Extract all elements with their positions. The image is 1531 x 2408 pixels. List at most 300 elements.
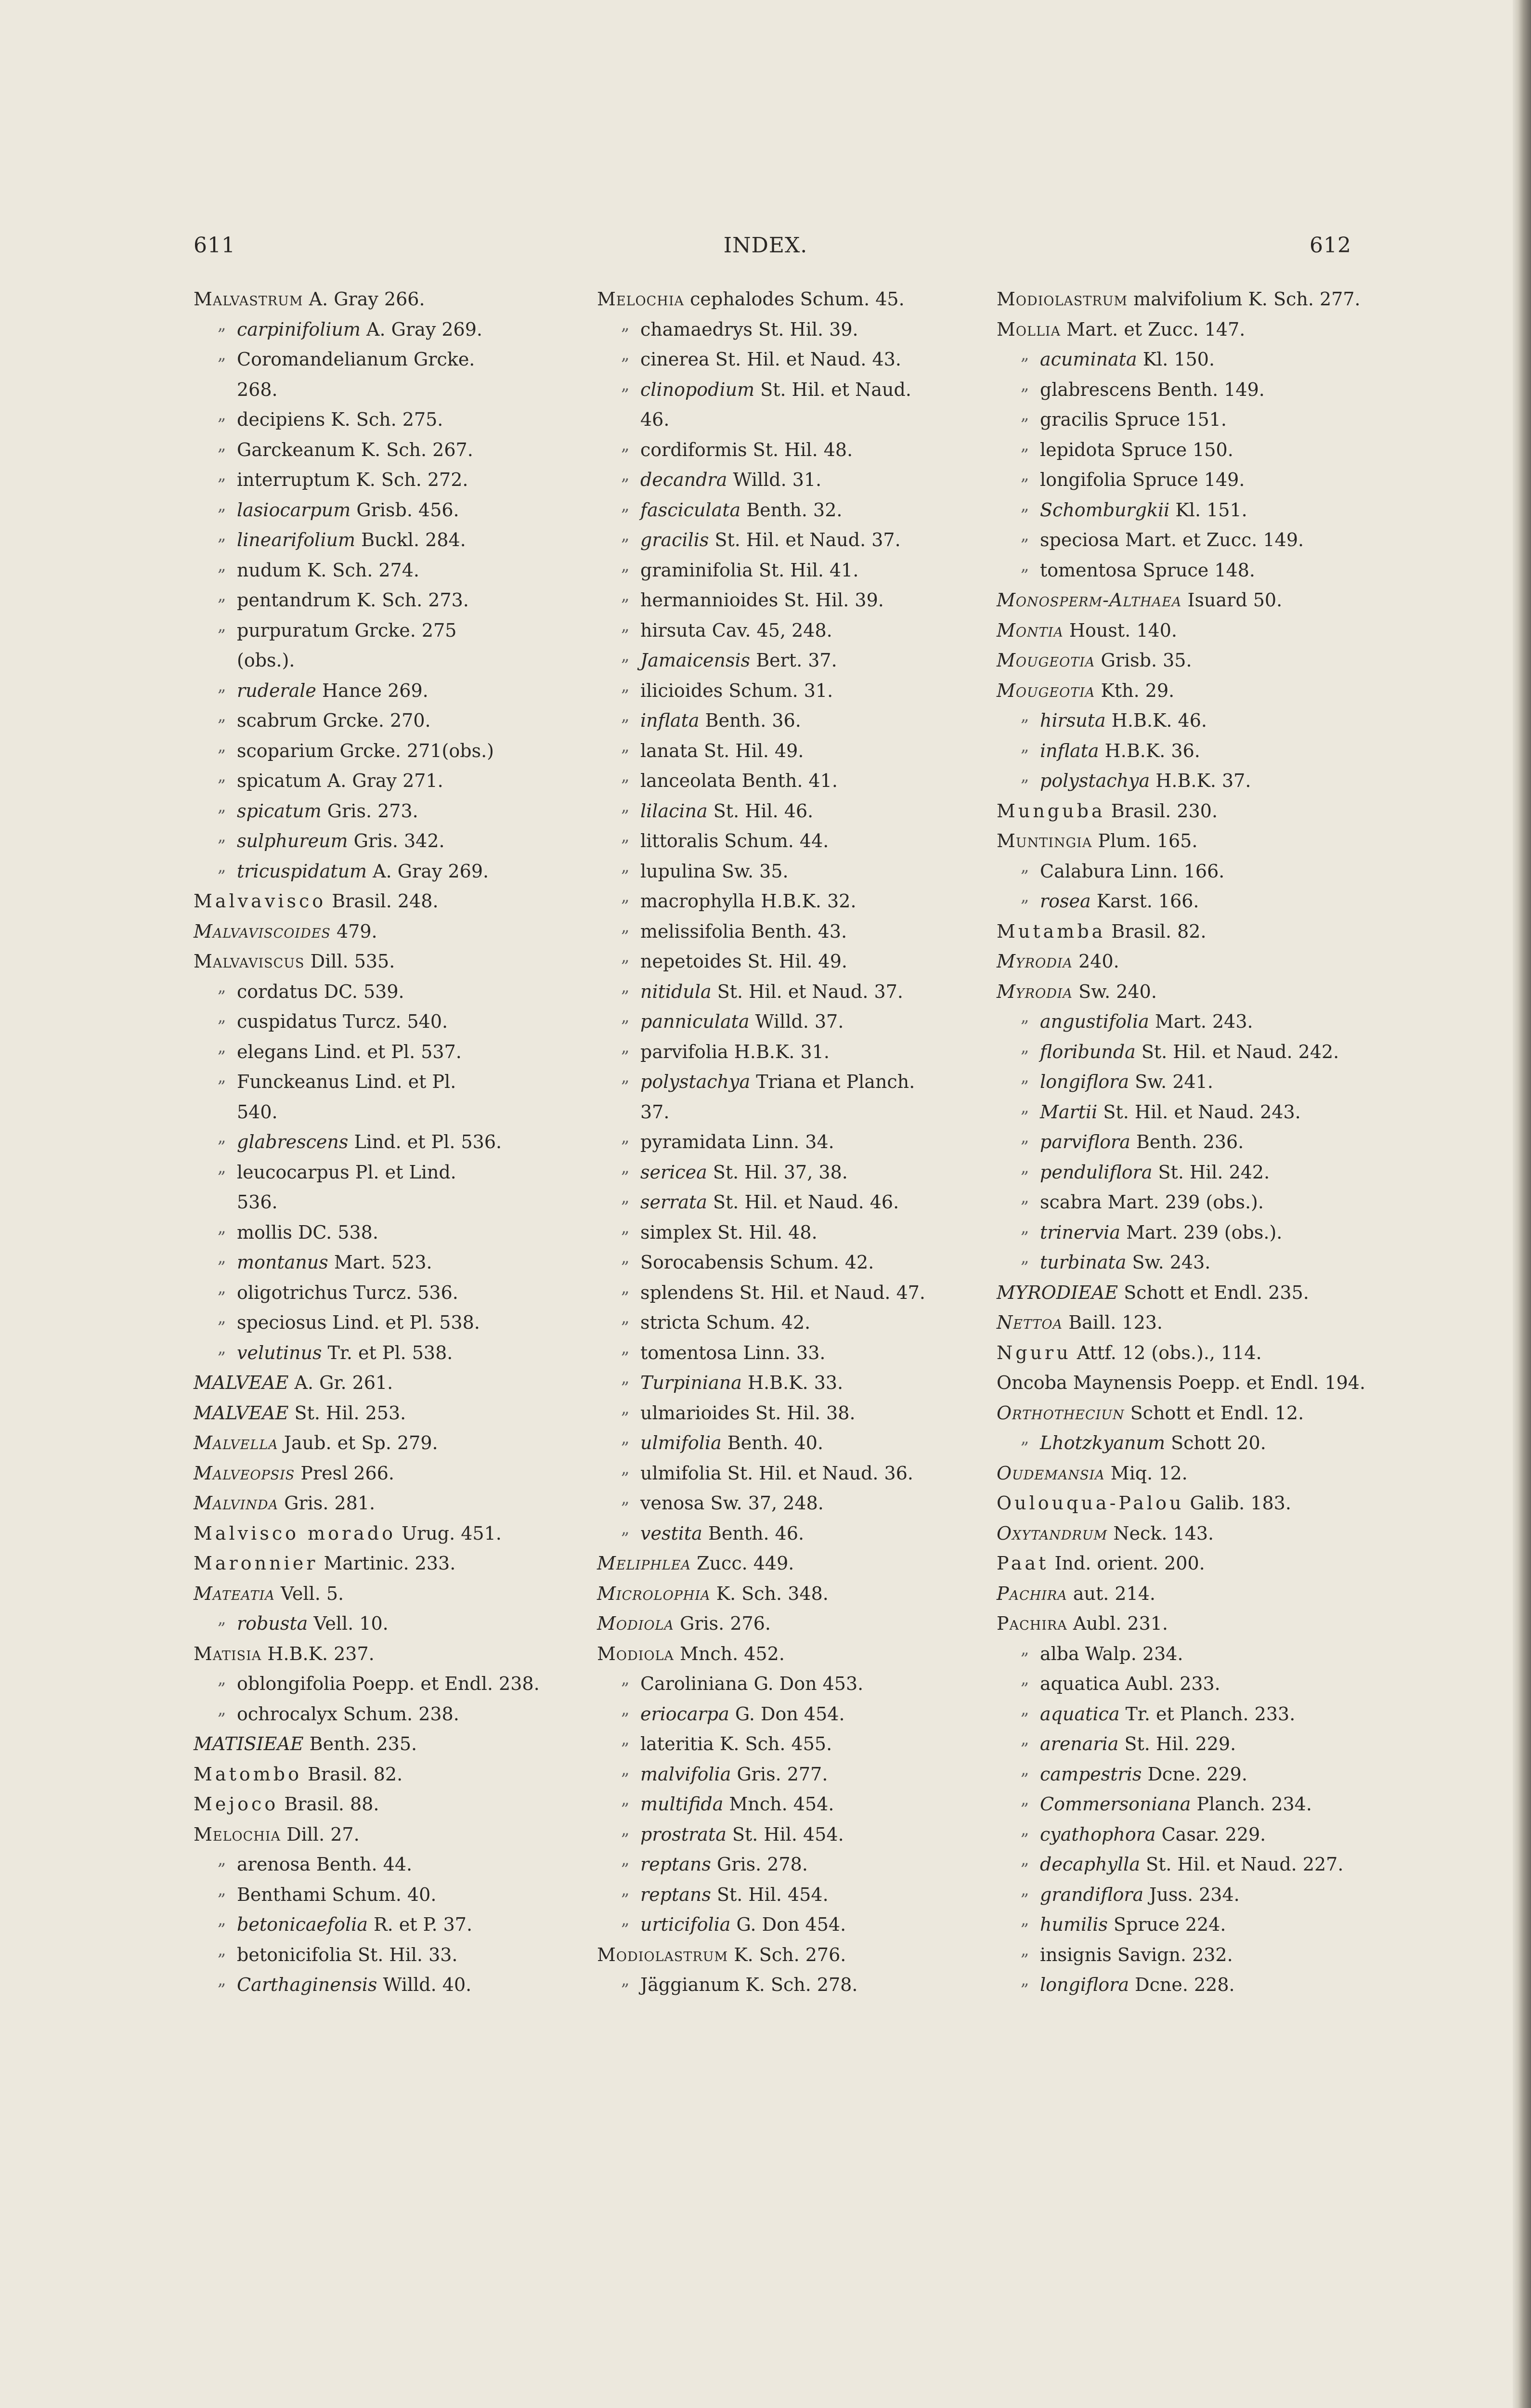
index-subentry bbox=[194, 1338, 569, 1368]
index-entry bbox=[194, 1488, 569, 1518]
index-entry bbox=[194, 1548, 569, 1579]
index-entry bbox=[194, 916, 569, 947]
entry-head: parviflora bbox=[1040, 1131, 1130, 1152]
entry-head: betonicaefolia bbox=[237, 1914, 368, 1935]
entry-text: macrophylla H.B.K. 32. bbox=[640, 890, 856, 912]
entry-text: speciosus Lind. et Pl. 538. bbox=[237, 1312, 480, 1333]
entry-text: St. Hil. 454. bbox=[726, 1823, 844, 1845]
index-entry bbox=[597, 1609, 973, 1639]
entry-text: Houst. 140. bbox=[1063, 619, 1177, 641]
entry-text: Mart. 523. bbox=[328, 1252, 432, 1273]
entry-head: Modiola bbox=[597, 1643, 674, 1664]
entry-text: graminifolia St. Hil. 41. bbox=[640, 559, 859, 581]
entry-text: Brasil. 82. bbox=[301, 1763, 403, 1785]
entry-head: prostrata bbox=[640, 1823, 727, 1845]
entry-head: tricuspidatum bbox=[237, 860, 367, 882]
entry-continuation: (obs.). bbox=[237, 650, 295, 671]
entry-head: spicatum bbox=[237, 800, 322, 822]
entry-head: turbinata bbox=[1040, 1252, 1127, 1273]
index-subentry bbox=[997, 1157, 1372, 1188]
entry-text: H.B.K. 237. bbox=[261, 1643, 375, 1664]
entry-text: Jäggianum K. Sch. 278. bbox=[640, 1974, 858, 1995]
index-subentry bbox=[194, 826, 569, 856]
index-subentry bbox=[194, 435, 569, 465]
entry-text: scabra Mart. 239 (obs.). bbox=[1040, 1191, 1264, 1213]
index-subentry bbox=[597, 1368, 973, 1398]
entry-text: Triana et Planch. bbox=[750, 1071, 915, 1092]
entry-text: St. Hil. et Naud. 243. bbox=[1097, 1101, 1301, 1123]
entry-head: polystachya bbox=[640, 1071, 751, 1092]
index-subentry bbox=[194, 1157, 569, 1188]
index-subentry bbox=[597, 1278, 973, 1308]
index-subentry bbox=[597, 495, 973, 525]
entry-head: cyathophora bbox=[1040, 1823, 1156, 1845]
entry-head: Myrodia bbox=[997, 951, 1073, 972]
index-subentry bbox=[597, 1217, 973, 1248]
entry-text: K. Sch. 348. bbox=[710, 1583, 829, 1604]
index-subentry bbox=[997, 344, 1372, 375]
entry-text: Sw. 243. bbox=[1126, 1252, 1211, 1273]
entry-text: St. Hil. 242. bbox=[1152, 1161, 1270, 1183]
index-subentry bbox=[597, 1970, 973, 2000]
entry-text: Kl. 150. bbox=[1137, 349, 1215, 370]
index-subentry bbox=[997, 1970, 1372, 2000]
entry-head: Nguru bbox=[997, 1342, 1071, 1363]
entry-text: Urug. 451. bbox=[396, 1522, 502, 1544]
index-subentry bbox=[194, 1910, 569, 1940]
entry-text: Sorocabensis Schum. 42. bbox=[640, 1252, 874, 1273]
entry-continuation: 536. bbox=[237, 1191, 278, 1213]
entry-text: Dill. 27. bbox=[281, 1823, 360, 1845]
index-subentry bbox=[997, 766, 1372, 796]
entry-text: A. Gray 266. bbox=[303, 288, 425, 310]
index-subentry bbox=[597, 1880, 973, 1910]
index-column-3 bbox=[997, 284, 1372, 2000]
entry-text: parvifolia H.B.K. 31. bbox=[640, 1041, 830, 1062]
entry-head: linearifolium bbox=[237, 529, 355, 550]
index-subentry bbox=[597, 344, 973, 375]
entry-head: Modiolastrum bbox=[597, 1944, 728, 1965]
index-subentry bbox=[597, 645, 973, 676]
index-subentry bbox=[194, 585, 569, 615]
entry-text: Sw. 240. bbox=[1073, 981, 1157, 1002]
index-subentry bbox=[597, 916, 973, 947]
entry-head: trinervia bbox=[1040, 1221, 1120, 1243]
entry-text: Vell. 5. bbox=[274, 1583, 344, 1604]
entry-text: Schott et Endl. 235. bbox=[1118, 1282, 1309, 1303]
entry-head: lilacina bbox=[640, 800, 708, 822]
entry-text: aquatica Aubl. 233. bbox=[1040, 1673, 1220, 1694]
index-subentry bbox=[597, 1187, 973, 1217]
entry-text: simplex St. Hil. 48. bbox=[640, 1221, 817, 1243]
entry-head: Malvavisco bbox=[194, 890, 326, 912]
entry-text: Willd. 40. bbox=[377, 1974, 472, 1995]
entry-text: Gris. 342. bbox=[348, 830, 445, 851]
index-subentry bbox=[997, 435, 1372, 465]
entry-text: cordatus DC. 539. bbox=[237, 981, 404, 1002]
entry-text: St. Hil. 454. bbox=[711, 1884, 829, 1905]
entry-text: A. Gr. 261. bbox=[288, 1372, 393, 1393]
entry-head: ulmifolia bbox=[640, 1432, 722, 1453]
entry-text: Mart. 239 (obs.). bbox=[1120, 1221, 1283, 1243]
entry-text: insignis Savign. 232. bbox=[1040, 1944, 1233, 1965]
entry-head: Modiolastrum bbox=[997, 288, 1128, 310]
index-entry bbox=[997, 1518, 1372, 1549]
entry-text: Benth. 40. bbox=[721, 1432, 824, 1453]
entry-text: glabrescens Benth. 149. bbox=[1040, 379, 1265, 400]
index-subentry bbox=[194, 706, 569, 736]
entry-head: polystachya bbox=[1040, 770, 1150, 791]
entry-head: vestita bbox=[640, 1522, 702, 1544]
entry-head: velutinus bbox=[237, 1342, 322, 1363]
entry-head: Melochia bbox=[194, 1823, 281, 1845]
entry-text: littoralis Schum. 44. bbox=[640, 830, 829, 851]
entry-text: nudum K. Sch. 274. bbox=[237, 559, 419, 581]
entry-text: Karst. 166. bbox=[1090, 890, 1199, 912]
index-subentry bbox=[997, 1067, 1372, 1097]
left-page-number: 611 bbox=[194, 233, 235, 258]
entry-head: clinopodium bbox=[640, 379, 755, 400]
index-entry bbox=[597, 1639, 973, 1669]
entry-head: Mollia bbox=[997, 318, 1061, 340]
index-entry bbox=[997, 645, 1372, 676]
entry-text: A. Gray 269. bbox=[360, 318, 482, 340]
index-subentry bbox=[997, 1940, 1372, 1970]
entry-head: serrata bbox=[640, 1191, 707, 1213]
entry-text: Mart. et Zucc. 147. bbox=[1061, 318, 1246, 340]
entry-text: Brasil. 88. bbox=[278, 1793, 379, 1815]
index-subentry bbox=[597, 766, 973, 796]
index-subentry bbox=[194, 1217, 569, 1248]
entry-text: St. Hil. et Naud. 46. bbox=[707, 1191, 899, 1213]
entry-head: Microlophia bbox=[597, 1583, 711, 1604]
entry-head: Oxytandrum bbox=[997, 1522, 1108, 1544]
entry-text: splendens St. Hil. et Naud. 47. bbox=[640, 1282, 926, 1303]
entry-head: montanus bbox=[237, 1252, 328, 1273]
index-subentry bbox=[997, 1639, 1372, 1669]
entry-text: Oncoba Maynensis Poepp. et Endl. 194. bbox=[997, 1372, 1366, 1393]
index-entry bbox=[997, 1548, 1372, 1579]
index-subentry bbox=[597, 555, 973, 586]
index-entry bbox=[194, 1518, 569, 1549]
index-subentry bbox=[597, 1759, 973, 1790]
entry-text: Vell. 10. bbox=[308, 1613, 389, 1634]
entry-head: longiflora bbox=[1040, 1974, 1129, 1995]
index-subentry bbox=[997, 1819, 1372, 1850]
index-entry bbox=[194, 1398, 569, 1428]
entry-text: Sw. 241. bbox=[1129, 1071, 1213, 1092]
entry-text: Bert. 37. bbox=[750, 650, 837, 671]
index-subentry bbox=[597, 1338, 973, 1368]
index-entry bbox=[194, 1579, 569, 1609]
index-entry bbox=[194, 1789, 569, 1819]
entry-head: Schomburgkii bbox=[1040, 499, 1170, 521]
index-entry bbox=[997, 1308, 1372, 1338]
entry-text: Planch. 234. bbox=[1191, 1793, 1312, 1815]
entry-head: Mougeotia bbox=[997, 650, 1095, 671]
entry-text: lateritia K. Sch. 455. bbox=[640, 1733, 832, 1754]
index-subentry bbox=[597, 736, 973, 766]
entry-continuation: 46. bbox=[640, 409, 670, 430]
index-entry bbox=[194, 1639, 569, 1669]
entry-text: R. et P. 37. bbox=[367, 1914, 473, 1935]
index-subentry bbox=[597, 886, 973, 916]
entry-text: speciosa Mart. et Zucc. 149. bbox=[1040, 529, 1304, 550]
entry-text: cinerea St. Hil. et Naud. 43. bbox=[640, 349, 901, 370]
entry-head: Meliphlea bbox=[597, 1553, 691, 1574]
index-subentry bbox=[597, 1037, 973, 1067]
entry-text: lupulina Sw. 35. bbox=[640, 860, 789, 882]
entry-head: sericea bbox=[640, 1161, 707, 1183]
index-subentry bbox=[194, 1127, 569, 1157]
index-subentry bbox=[997, 856, 1372, 887]
index-entry bbox=[194, 1819, 569, 1850]
entry-text: Baill. 123. bbox=[1063, 1312, 1163, 1333]
index-subentry bbox=[597, 615, 973, 646]
index-subentry bbox=[597, 946, 973, 977]
index-subentry bbox=[194, 676, 569, 706]
entry-text: Dcne. 229. bbox=[1142, 1763, 1247, 1785]
index-subentry bbox=[597, 1247, 973, 1278]
index-subentry bbox=[597, 1007, 973, 1037]
entry-text: lanata St. Hil. 49. bbox=[640, 740, 804, 761]
index-entry bbox=[997, 1368, 1372, 1398]
entry-text: hermannioides St. Hil. 39. bbox=[640, 589, 884, 611]
entry-head: Lhotzkyanum bbox=[1040, 1432, 1166, 1453]
index-subentry bbox=[997, 1428, 1372, 1458]
index-entry bbox=[997, 615, 1372, 646]
entry-text: Ind. orient. 200. bbox=[1049, 1553, 1205, 1574]
entry-text: Benth. 36. bbox=[699, 710, 801, 731]
index-subentry bbox=[597, 796, 973, 826]
entry-text: cuspidatus Turcz. 540. bbox=[237, 1011, 448, 1032]
index-subentry bbox=[597, 856, 973, 887]
index-subentry bbox=[997, 1729, 1372, 1759]
entry-text: interruptum K. Sch. 272. bbox=[237, 469, 468, 490]
entry-head: Nettoa bbox=[997, 1312, 1063, 1333]
entry-text: ilicioides Schum. 31. bbox=[640, 680, 833, 701]
index-subentry bbox=[997, 465, 1372, 495]
entry-text: scabrum Grcke. 270. bbox=[237, 710, 431, 731]
index-subentry bbox=[997, 555, 1372, 586]
entry-text: venosa Sw. 37, 248. bbox=[640, 1492, 824, 1514]
index-subentry bbox=[997, 1910, 1372, 1940]
entry-text: ulmifolia St. Hil. et Naud. 36. bbox=[640, 1462, 913, 1484]
index-entry bbox=[194, 1759, 569, 1790]
index-entry bbox=[997, 284, 1372, 314]
entry-head: MYRODIEAE bbox=[997, 1282, 1118, 1303]
index-subentry bbox=[997, 1007, 1372, 1037]
index-entry bbox=[194, 1428, 569, 1458]
entry-text: Spruce 224. bbox=[1107, 1914, 1226, 1935]
entry-text: Gris. 278. bbox=[711, 1854, 808, 1875]
entry-text: Gris. 281. bbox=[278, 1492, 376, 1514]
entry-head: Malvisco morado bbox=[194, 1522, 396, 1544]
entry-head: MALVEAE bbox=[194, 1402, 289, 1424]
entry-head: Monosperm-Althaea bbox=[997, 589, 1182, 611]
entry-text: Aubl. 231. bbox=[1067, 1613, 1168, 1634]
entry-text: St. Hil. et Naud. bbox=[754, 379, 911, 400]
index-subentry bbox=[597, 1488, 973, 1518]
entry-head: Myrodia bbox=[997, 981, 1073, 1002]
entry-text: tomentosa Spruce 148. bbox=[1040, 559, 1255, 581]
entry-text: cordiformis St. Hil. 48. bbox=[640, 439, 853, 460]
entry-head: reptans bbox=[640, 1854, 711, 1875]
entry-text: Brasil. 248. bbox=[326, 890, 439, 912]
entry-head: Jamaicensis bbox=[640, 650, 751, 671]
index-entry bbox=[997, 826, 1372, 856]
entry-text: oblongifolia Poepp. et Endl. 238. bbox=[237, 1673, 540, 1694]
index-subentry bbox=[997, 1880, 1372, 1910]
entry-head: Carthaginensis bbox=[237, 1974, 377, 1995]
index-subentry bbox=[597, 1127, 973, 1157]
entry-text: Casar. 229. bbox=[1155, 1823, 1266, 1845]
right-page-number: 612 bbox=[1310, 233, 1351, 258]
index-subentry bbox=[997, 886, 1372, 916]
entry-head: decaphylla bbox=[1040, 1854, 1140, 1875]
entry-text: K. Sch. 276. bbox=[728, 1944, 846, 1965]
entry-text: Neck. 143. bbox=[1107, 1522, 1214, 1544]
entry-text: St. Hil. et Naud. 37. bbox=[709, 529, 901, 550]
entry-text: Benth. 46. bbox=[702, 1522, 804, 1544]
entry-text: ulmarioides St. Hil. 38. bbox=[640, 1402, 856, 1424]
entry-head: MALVEAE bbox=[194, 1372, 289, 1393]
entry-head: angustifolia bbox=[1040, 1011, 1149, 1032]
entry-text: stricta Schum. 42. bbox=[640, 1312, 811, 1333]
entry-text: betonicifolia St. Hil. 33. bbox=[237, 1944, 458, 1965]
index-subentry bbox=[597, 1699, 973, 1729]
index-entry bbox=[997, 314, 1372, 345]
index-subentry bbox=[194, 796, 569, 826]
entry-head: eriocarpa bbox=[640, 1703, 729, 1725]
entry-head: reptans bbox=[640, 1884, 711, 1905]
entry-text: Jaub. et Sp. 279. bbox=[278, 1432, 438, 1453]
index-subentry bbox=[194, 344, 569, 375]
entry-text: decipiens K. Sch. 275. bbox=[237, 409, 443, 430]
entry-text: Hance 269. bbox=[316, 680, 428, 701]
entry-text: lanceolata Benth. 41. bbox=[640, 770, 838, 791]
index-subentry bbox=[194, 1880, 569, 1910]
entry-text: Benth. 235. bbox=[303, 1733, 417, 1754]
index-entry bbox=[597, 284, 973, 314]
entry-head: carpinifolium bbox=[237, 318, 361, 340]
entry-text: H.B.K. 33. bbox=[741, 1372, 843, 1393]
index-subentry bbox=[597, 1729, 973, 1759]
entry-head: malvifolia bbox=[640, 1763, 731, 1785]
index-subentry bbox=[194, 1067, 569, 1097]
index-entry bbox=[997, 946, 1372, 977]
entry-text: Brasil. 230. bbox=[1105, 800, 1218, 822]
entry-head: aquatica bbox=[1040, 1703, 1120, 1725]
entry-text: 479. bbox=[330, 920, 377, 942]
entry-head: lasiocarpum bbox=[237, 499, 351, 521]
entry-head: inflata bbox=[640, 710, 700, 731]
book-spine-shadow bbox=[1513, 0, 1531, 2408]
entry-text: pyramidata Linn. 34. bbox=[640, 1131, 834, 1152]
entry-head: fasciculata bbox=[640, 499, 741, 521]
index-subentry bbox=[194, 856, 569, 887]
index-subentry bbox=[597, 1398, 973, 1428]
entry-text: Caroliniana G. Don 453. bbox=[640, 1673, 864, 1694]
entry-text: scoparium Grcke. 271(obs.) bbox=[237, 740, 494, 761]
index-entry bbox=[997, 1278, 1372, 1308]
index-column-2 bbox=[597, 284, 973, 2000]
index-subentry bbox=[597, 1669, 973, 1699]
entry-head: Matombo bbox=[194, 1763, 302, 1785]
entry-text: Garckeanum K. Sch. 267. bbox=[237, 439, 473, 460]
entry-text: H.B.K. 37. bbox=[1150, 770, 1251, 791]
entry-text: St. Hil. 229. bbox=[1118, 1733, 1236, 1754]
entry-text: Gris. 277. bbox=[731, 1763, 828, 1785]
entry-text: gracilis Spruce 151. bbox=[1040, 409, 1227, 430]
index-subentry bbox=[194, 766, 569, 796]
entry-text: Lind. et Pl. 536. bbox=[348, 1131, 502, 1152]
index-subentry bbox=[597, 314, 973, 345]
index-entry bbox=[997, 1488, 1372, 1518]
index-entry bbox=[997, 916, 1372, 947]
index-subentry bbox=[194, 1247, 569, 1278]
entry-head: Pachira bbox=[997, 1583, 1067, 1604]
entry-head: floribunda bbox=[1040, 1041, 1136, 1062]
index-entry bbox=[997, 1579, 1372, 1609]
entry-head: Matisia bbox=[194, 1643, 262, 1664]
entry-head: Malveopsis bbox=[194, 1462, 295, 1484]
entry-head: Oudemansia bbox=[997, 1462, 1105, 1484]
index-entry bbox=[997, 1338, 1372, 1368]
index-subentry bbox=[194, 1037, 569, 1067]
entry-text: Tr. et Planch. 233. bbox=[1119, 1703, 1296, 1725]
entry-text: Miq. 12. bbox=[1104, 1462, 1188, 1484]
entry-text: Plum. 165. bbox=[1092, 830, 1198, 851]
entry-text: Willd. 31. bbox=[727, 469, 822, 490]
entry-text: Willd. 37. bbox=[749, 1011, 844, 1032]
entry-text: longifolia Spruce 149. bbox=[1040, 469, 1245, 490]
index-subentry bbox=[997, 1669, 1372, 1699]
entry-text: St. Hil. 46. bbox=[707, 800, 814, 822]
entry-head: Munguba bbox=[997, 800, 1105, 822]
entry-text: oligotrichus Turcz. 536. bbox=[237, 1282, 458, 1303]
entry-head: MATISIEAE bbox=[194, 1733, 304, 1754]
index-entry bbox=[997, 1398, 1372, 1428]
entry-text: G. Don 454. bbox=[729, 1703, 845, 1725]
entry-head: Muntingia bbox=[997, 830, 1092, 851]
entry-head: Commersoniana bbox=[1040, 1793, 1191, 1815]
index-column-1 bbox=[194, 284, 569, 2000]
index-subentry bbox=[194, 615, 569, 646]
entry-text: Gris. 276. bbox=[674, 1613, 771, 1634]
index-subentry bbox=[997, 1217, 1372, 1248]
entry-text: Juss. 234. bbox=[1143, 1884, 1240, 1905]
entry-head: arenaria bbox=[1040, 1733, 1119, 1754]
index-entry bbox=[997, 585, 1372, 615]
entry-text: hirsuta Cav. 45, 248. bbox=[640, 619, 832, 641]
entry-head: multifida bbox=[640, 1793, 724, 1815]
entry-head: Orthotheciun bbox=[997, 1402, 1125, 1424]
page-title: INDEX. bbox=[723, 233, 808, 258]
entry-head: Oulouqua-Palou bbox=[997, 1492, 1184, 1514]
index-subentry bbox=[597, 1067, 973, 1097]
entry-head: ruderale bbox=[237, 680, 316, 701]
entry-text: Buckl. 284. bbox=[355, 529, 466, 550]
index-subentry bbox=[997, 1247, 1372, 1278]
index-subentry bbox=[597, 525, 973, 555]
entry-text: Benth. 32. bbox=[740, 499, 843, 521]
entry-head: Paat bbox=[997, 1553, 1049, 1574]
index-subentry bbox=[997, 375, 1372, 405]
entry-text: Calabura Linn. 166. bbox=[1040, 860, 1225, 882]
index-subentry bbox=[597, 706, 973, 736]
entry-text: Grisb. 456. bbox=[350, 499, 459, 521]
